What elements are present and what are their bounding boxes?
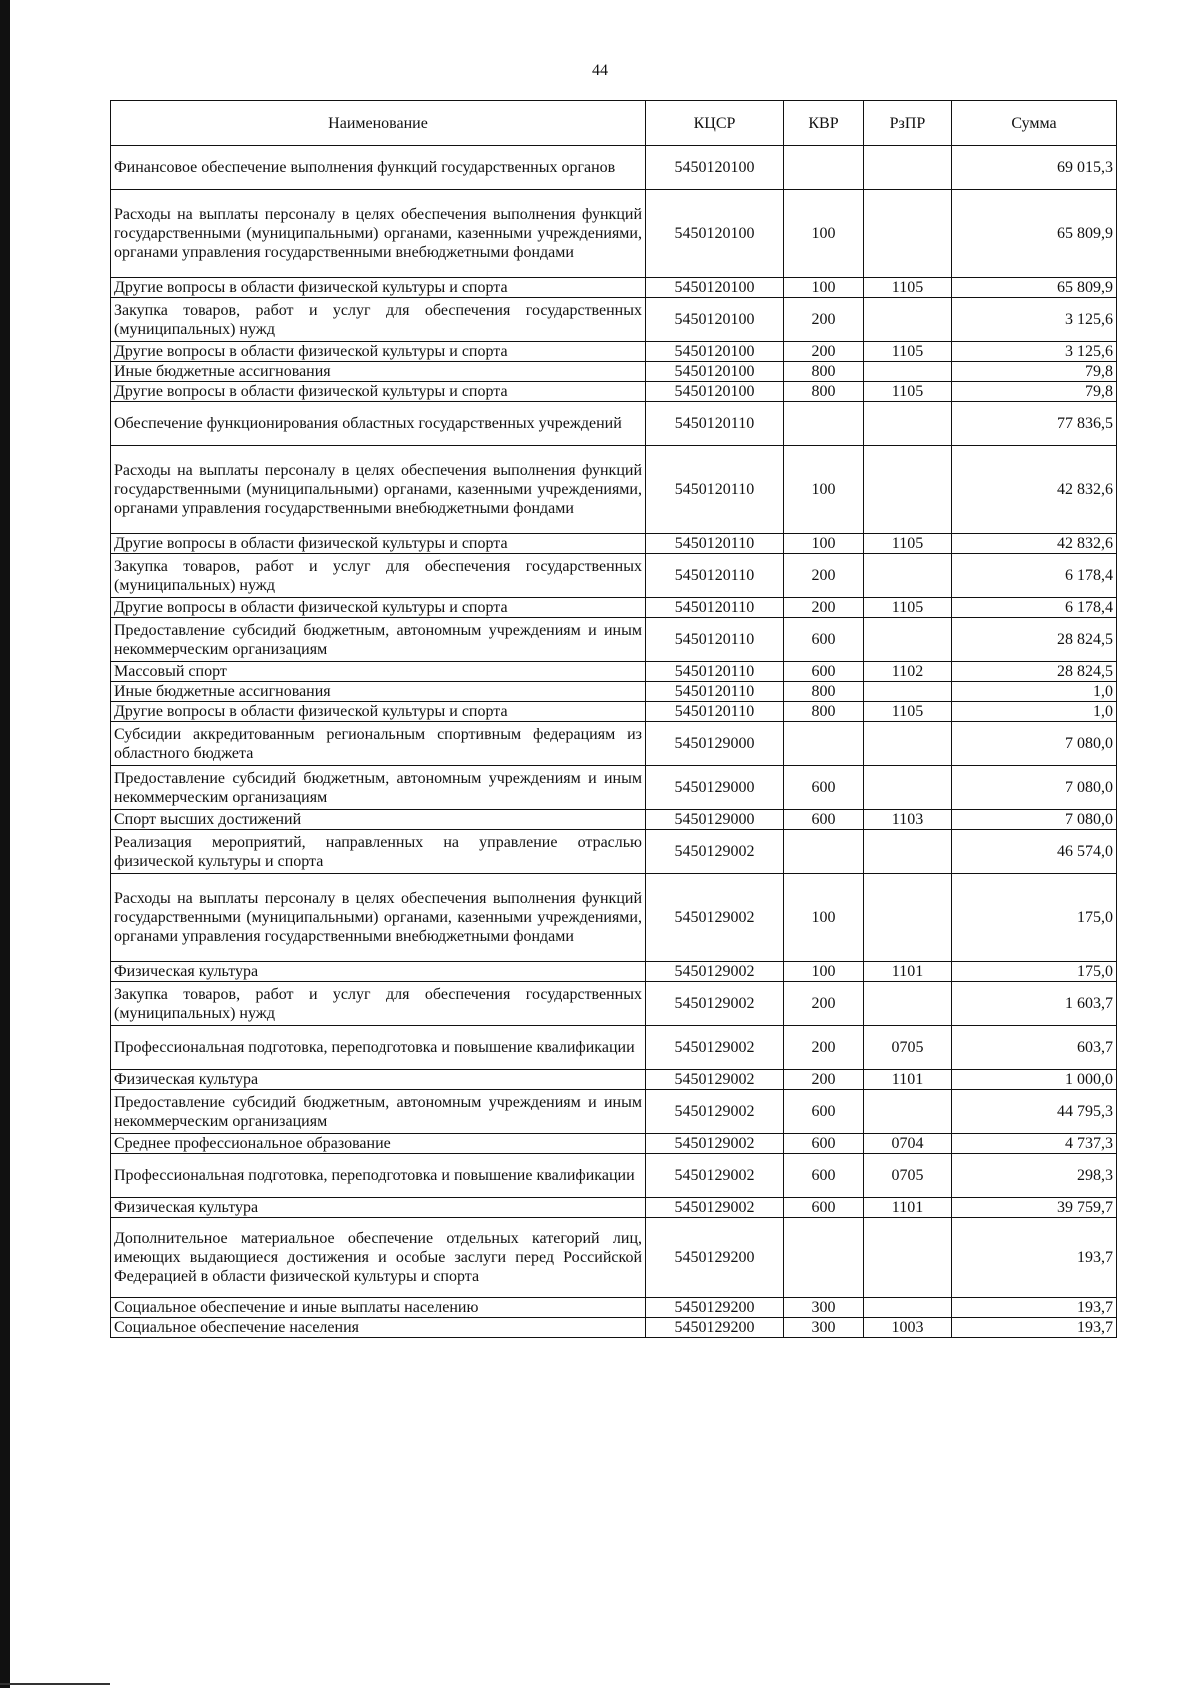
row-sum: 1,0 — [952, 702, 1117, 722]
table-row — [111, 1070, 1117, 1090]
row-name: Дополнительное материальное обеспечение отдельных категорий лиц, имеющих выдающиеся достижения и особые заслуги перед Российской Федерацией в области физической культуры и спорта — [111, 1218, 646, 1298]
row-sum: 46 574,0 — [952, 830, 1117, 874]
row-name: Физическая культура — [111, 1198, 646, 1218]
row-kvr: 800 — [784, 682, 864, 702]
row-kcsr: 5450120110 — [646, 682, 784, 702]
row-rzpr — [864, 722, 952, 766]
header-sum: Сумма — [952, 101, 1117, 146]
table-row — [111, 446, 1117, 534]
row-sum: 44 795,3 — [952, 1090, 1117, 1134]
budget-table — [110, 100, 1117, 1338]
row-name: Физическая культура — [111, 962, 646, 982]
row-kvr: 300 — [784, 1318, 864, 1338]
row-kvr: 200 — [784, 1026, 864, 1070]
row-sum: 7 080,0 — [952, 766, 1117, 810]
table-row — [111, 874, 1117, 962]
row-sum: 6 178,4 — [952, 598, 1117, 618]
row-kvr: 100 — [784, 190, 864, 278]
row-kvr: 600 — [784, 1198, 864, 1218]
header-rzpr: РзПР — [864, 101, 952, 146]
table-body — [111, 146, 1117, 1338]
table-row — [111, 298, 1117, 342]
row-kvr: 600 — [784, 1090, 864, 1134]
row-rzpr — [864, 830, 952, 874]
row-kcsr: 5450129002 — [646, 1134, 784, 1154]
row-name: Другие вопросы в области физической культуры и спорта — [111, 598, 646, 618]
row-sum: 175,0 — [952, 962, 1117, 982]
table-row — [111, 830, 1117, 874]
row-name: Другие вопросы в области физической культуры и спорта — [111, 278, 646, 298]
table-row — [111, 702, 1117, 722]
row-name: Другие вопросы в области физической культуры и спорта — [111, 702, 646, 722]
row-sum: 4 737,3 — [952, 1134, 1117, 1154]
row-name: Предоставление субсидий бюджетным, автономным учреждениям и иным некоммерческим организациям — [111, 766, 646, 810]
row-sum: 298,3 — [952, 1154, 1117, 1198]
row-kcsr: 5450129002 — [646, 830, 784, 874]
row-kvr: 200 — [784, 1070, 864, 1090]
row-rzpr — [864, 766, 952, 810]
row-sum: 193,7 — [952, 1298, 1117, 1318]
row-sum: 65 809,9 — [952, 278, 1117, 298]
row-name: Закупка товаров, работ и услуг для обеспечения государственных (муниципальных) нужд — [111, 982, 646, 1026]
table-row — [111, 1218, 1117, 1298]
table-row — [111, 1026, 1117, 1070]
table-row — [111, 682, 1117, 702]
row-sum: 79,8 — [952, 382, 1117, 402]
row-rzpr — [864, 446, 952, 534]
row-kcsr: 5450129002 — [646, 1090, 784, 1134]
row-kcsr: 5450120100 — [646, 278, 784, 298]
row-kcsr: 5450129002 — [646, 962, 784, 982]
row-kcsr: 5450129000 — [646, 722, 784, 766]
row-kcsr: 5450120100 — [646, 342, 784, 362]
row-kvr: 100 — [784, 446, 864, 534]
row-kcsr: 5450120110 — [646, 662, 784, 682]
row-name: Расходы на выплаты персоналу в целях обеспечения выполнения функций государственными (муниципальными) органами, казенными учреждениями, органами управления государственными внебюджетными фондами — [111, 446, 646, 534]
row-sum: 42 832,6 — [952, 446, 1117, 534]
row-name: Закупка товаров, работ и услуг для обеспечения государственных (муниципальных) нужд — [111, 554, 646, 598]
table-header-row — [111, 101, 1117, 146]
row-kcsr: 5450129002 — [646, 1154, 784, 1198]
row-name: Финансовое обеспечение выполнения функций государственных органов — [111, 146, 646, 190]
row-kcsr: 5450120100 — [646, 298, 784, 342]
row-kvr — [784, 1218, 864, 1298]
row-rzpr — [864, 146, 952, 190]
table-row — [111, 402, 1117, 446]
table-row — [111, 722, 1117, 766]
row-kcsr: 5450120100 — [646, 362, 784, 382]
row-kvr — [784, 146, 864, 190]
row-name: Субсидии аккредитованным региональным спортивным федерациям из областного бюджета — [111, 722, 646, 766]
row-kcsr: 5450129000 — [646, 766, 784, 810]
row-sum: 193,7 — [952, 1318, 1117, 1338]
row-sum: 7 080,0 — [952, 810, 1117, 830]
row-sum: 1 603,7 — [952, 982, 1117, 1026]
row-rzpr — [864, 682, 952, 702]
row-kvr: 800 — [784, 702, 864, 722]
table-row — [111, 146, 1117, 190]
row-kcsr: 5450129200 — [646, 1218, 784, 1298]
row-name: Реализация мероприятий, направленных на управление отраслью физической культуры и спорта — [111, 830, 646, 874]
row-rzpr — [864, 1298, 952, 1318]
row-kcsr: 5450129002 — [646, 874, 784, 962]
row-rzpr: 1105 — [864, 278, 952, 298]
table-row — [111, 1154, 1117, 1198]
row-rzpr: 0705 — [864, 1154, 952, 1198]
row-kcsr: 5450120110 — [646, 618, 784, 662]
row-kvr: 300 — [784, 1298, 864, 1318]
row-name: Другие вопросы в области физической культуры и спорта — [111, 382, 646, 402]
row-kvr: 600 — [784, 1154, 864, 1198]
row-rzpr: 1105 — [864, 382, 952, 402]
row-name: Среднее профессиональное образование — [111, 1134, 646, 1154]
row-kvr: 800 — [784, 362, 864, 382]
row-kcsr: 5450129002 — [646, 982, 784, 1026]
row-name: Массовый спорт — [111, 662, 646, 682]
table-row — [111, 810, 1117, 830]
table-row — [111, 1318, 1117, 1338]
row-rzpr: 1103 — [864, 810, 952, 830]
table-row — [111, 382, 1117, 402]
row-kvr: 100 — [784, 874, 864, 962]
row-kcsr: 5450120100 — [646, 382, 784, 402]
row-rzpr — [864, 618, 952, 662]
row-rzpr — [864, 298, 952, 342]
row-sum: 7 080,0 — [952, 722, 1117, 766]
row-sum: 28 824,5 — [952, 662, 1117, 682]
table-row — [111, 766, 1117, 810]
row-kvr: 600 — [784, 766, 864, 810]
row-kvr: 200 — [784, 982, 864, 1026]
row-rzpr: 1105 — [864, 342, 952, 362]
row-kvr: 100 — [784, 534, 864, 554]
row-rzpr: 0704 — [864, 1134, 952, 1154]
row-name: Социальное обеспечение населения — [111, 1318, 646, 1338]
row-kcsr: 5450120110 — [646, 446, 784, 534]
table-row — [111, 1134, 1117, 1154]
row-kvr: 800 — [784, 382, 864, 402]
row-sum: 69 015,3 — [952, 146, 1117, 190]
row-name: Предоставление субсидий бюджетным, автономным учреждениям и иным некоммерческим организациям — [111, 618, 646, 662]
table-row — [111, 278, 1117, 298]
row-rzpr: 0705 — [864, 1026, 952, 1070]
row-rzpr — [864, 402, 952, 446]
row-kvr: 600 — [784, 1134, 864, 1154]
row-name: Физическая культура — [111, 1070, 646, 1090]
row-kcsr: 5450120110 — [646, 598, 784, 618]
row-kcsr: 5450129000 — [646, 810, 784, 830]
row-kcsr: 5450120110 — [646, 554, 784, 598]
row-rzpr: 1105 — [864, 702, 952, 722]
table-row — [111, 598, 1117, 618]
row-sum: 603,7 — [952, 1026, 1117, 1070]
row-name: Другие вопросы в области физической культуры и спорта — [111, 342, 646, 362]
row-name: Расходы на выплаты персоналу в целях обеспечения выполнения функций государственными (муниципальными) органами, казенными учреждениями, органами управления государственными внебюджетными фондами — [111, 190, 646, 278]
table-row — [111, 1298, 1117, 1318]
row-sum: 77 836,5 — [952, 402, 1117, 446]
row-kvr: 200 — [784, 298, 864, 342]
row-sum: 6 178,4 — [952, 554, 1117, 598]
row-name: Обеспечение функционирования областных государственных учреждений — [111, 402, 646, 446]
row-name: Расходы на выплаты персоналу в целях обеспечения выполнения функций государственными (муниципальными) органами, казенными учреждениями, органами управления государственными внебюджетными фондами — [111, 874, 646, 962]
row-kvr — [784, 722, 864, 766]
row-kcsr: 5450129002 — [646, 1026, 784, 1070]
row-name: Профессиональная подготовка, переподготовка и повышение квалификации — [111, 1026, 646, 1070]
row-sum: 79,8 — [952, 362, 1117, 382]
row-name: Социальное обеспечение и иные выплаты населению — [111, 1298, 646, 1318]
row-name: Предоставление субсидий бюджетным, автономным учреждениям и иным некоммерческим организациям — [111, 1090, 646, 1134]
row-kvr — [784, 830, 864, 874]
row-name: Профессиональная подготовка, переподготовка и повышение квалификации — [111, 1154, 646, 1198]
row-sum: 175,0 — [952, 874, 1117, 962]
table-row — [111, 534, 1117, 554]
row-sum: 3 125,6 — [952, 298, 1117, 342]
row-kcsr: 5450129200 — [646, 1298, 784, 1318]
row-rzpr: 1105 — [864, 598, 952, 618]
row-rzpr — [864, 362, 952, 382]
table-row — [111, 362, 1117, 382]
row-rzpr — [864, 1090, 952, 1134]
row-name: Закупка товаров, работ и услуг для обеспечения государственных (муниципальных) нужд — [111, 298, 646, 342]
row-rzpr — [864, 1218, 952, 1298]
table-row — [111, 962, 1117, 982]
row-sum: 1 000,0 — [952, 1070, 1117, 1090]
row-kcsr: 5450120100 — [646, 146, 784, 190]
row-kcsr: 5450120100 — [646, 190, 784, 278]
row-kcsr: 5450120110 — [646, 534, 784, 554]
row-sum: 65 809,9 — [952, 190, 1117, 278]
row-kcsr: 5450129200 — [646, 1318, 784, 1338]
row-sum: 1,0 — [952, 682, 1117, 702]
row-kvr: 200 — [784, 554, 864, 598]
table-row — [111, 190, 1117, 278]
row-name: Иные бюджетные ассигнования — [111, 362, 646, 382]
table-row — [111, 342, 1117, 362]
table-row — [111, 1198, 1117, 1218]
row-kvr — [784, 402, 864, 446]
row-kvr: 600 — [784, 618, 864, 662]
row-rzpr: 1003 — [864, 1318, 952, 1338]
row-rzpr: 1101 — [864, 962, 952, 982]
row-kvr: 100 — [784, 278, 864, 298]
table-row — [111, 618, 1117, 662]
table-row — [111, 554, 1117, 598]
row-kcsr: 5450129002 — [646, 1070, 784, 1090]
row-kvr: 600 — [784, 810, 864, 830]
header-kvr: КВР — [784, 101, 864, 146]
scan-artifact-line — [0, 1683, 110, 1685]
table-row — [111, 662, 1117, 682]
row-kcsr: 5450120110 — [646, 402, 784, 446]
row-sum: 3 125,6 — [952, 342, 1117, 362]
table-row — [111, 1090, 1117, 1134]
header-kcsr: КЦСР — [646, 101, 784, 146]
row-name: Иные бюджетные ассигнования — [111, 682, 646, 702]
row-kvr: 200 — [784, 598, 864, 618]
row-sum: 39 759,7 — [952, 1198, 1117, 1218]
table-row — [111, 982, 1117, 1026]
row-sum: 28 824,5 — [952, 618, 1117, 662]
row-rzpr — [864, 874, 952, 962]
header-name: Наименование — [111, 101, 646, 146]
row-name: Спорт высших достижений — [111, 810, 646, 830]
row-rzpr: 1105 — [864, 534, 952, 554]
row-rzpr: 1101 — [864, 1070, 952, 1090]
row-rzpr: 1101 — [864, 1198, 952, 1218]
row-rzpr — [864, 190, 952, 278]
row-sum: 193,7 — [952, 1218, 1117, 1298]
row-kcsr: 5450120110 — [646, 702, 784, 722]
page-number: 44 — [592, 62, 608, 79]
row-sum: 42 832,6 — [952, 534, 1117, 554]
row-kvr: 100 — [784, 962, 864, 982]
row-rzpr — [864, 982, 952, 1026]
row-rzpr — [864, 554, 952, 598]
row-kcsr: 5450129002 — [646, 1198, 784, 1218]
binding-edge-line — [0, 0, 10, 1688]
row-rzpr: 1102 — [864, 662, 952, 682]
row-kvr: 600 — [784, 662, 864, 682]
row-kvr: 200 — [784, 342, 864, 362]
row-name: Другие вопросы в области физической культуры и спорта — [111, 534, 646, 554]
